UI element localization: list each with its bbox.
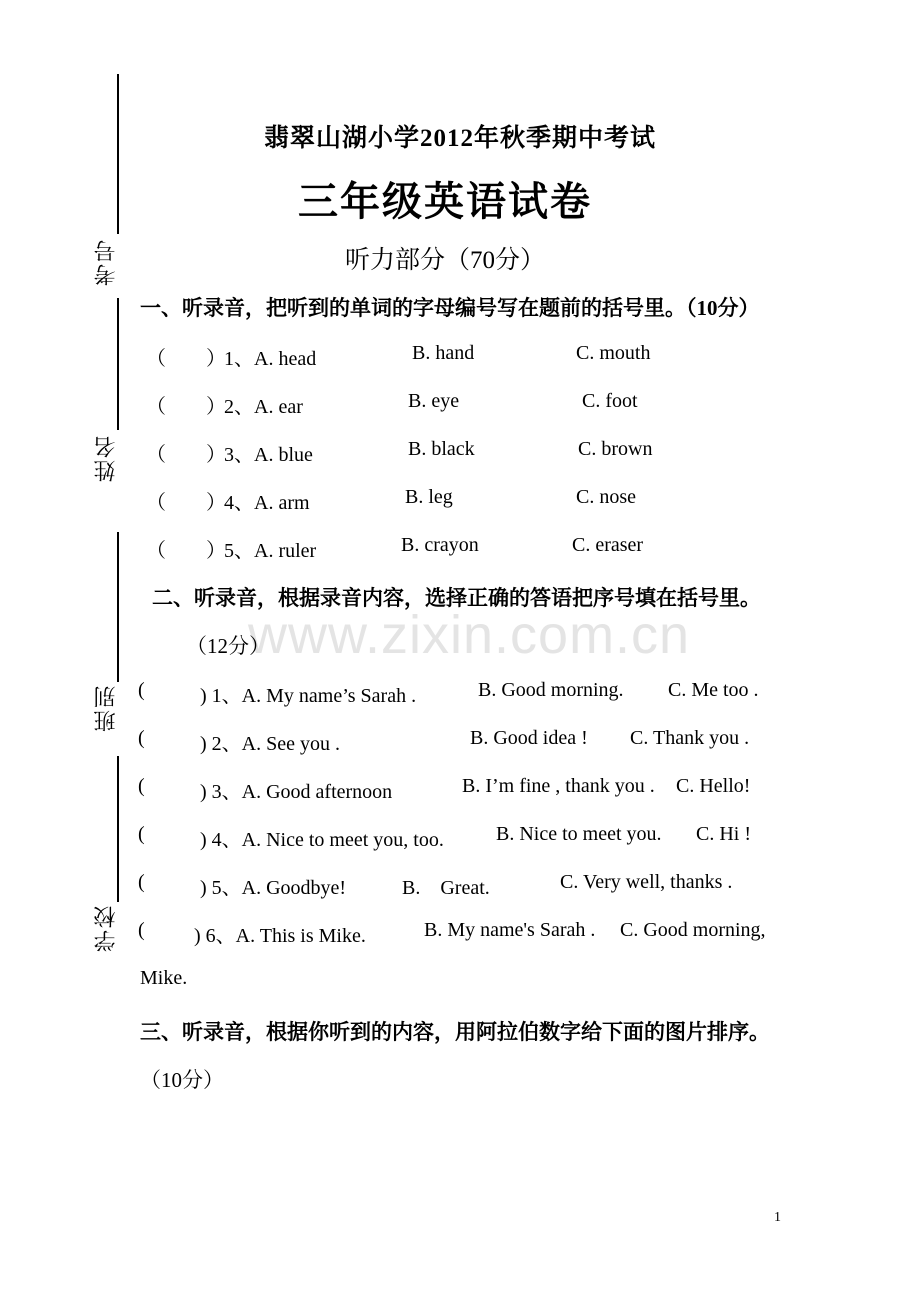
option-a: ) 4、A. Nice to meet you, too.: [200, 829, 444, 851]
wrapped-answer-text: Mike.: [140, 967, 188, 989]
option-c: C. Me too .: [668, 679, 759, 701]
option-b: B. Great.: [402, 877, 490, 899]
answer-bracket[interactable]: （ ）: [146, 444, 226, 466]
option-a: ) 2、A. See you .: [200, 733, 340, 755]
option-a: ) 3、A. Good afternoon: [200, 781, 393, 803]
option-b: B. black: [408, 438, 475, 460]
option-b: B. Good morning.: [478, 679, 624, 701]
exam-no-label: 考号: [93, 238, 118, 286]
section3-points: （10分）: [140, 1068, 224, 1092]
answer-bracket[interactable]: （ ）: [146, 540, 226, 562]
section1-heading: 一、听录音，把听到的单词的字母编号写在题前的括号里。（10分）: [140, 296, 760, 320]
binding-line-name: [117, 298, 119, 430]
option-a: ) 1、A. My name’s Sarah .: [200, 685, 417, 707]
option-c: C. brown: [578, 438, 653, 460]
option-b: B. crayon: [401, 534, 479, 556]
section3-heading: 三、听录音，根据你听到的内容，用阿拉伯数字给下面的图片排序。: [140, 1020, 770, 1044]
option-c: C. foot: [582, 390, 638, 412]
option-c: C. Very well, thanks .: [560, 871, 733, 893]
section2-heading: 二、听录音，根据录音内容，选择正确的答语把序号填在括号里。: [152, 586, 761, 610]
paper-title: 三年级英语试卷: [298, 179, 592, 224]
answer-bracket[interactable]: （ ）: [146, 492, 226, 514]
binding-line-class: [117, 532, 119, 682]
class-label: 班别: [93, 684, 118, 732]
option-c: C. eraser: [572, 534, 644, 556]
option-c: C. nose: [576, 486, 636, 508]
binding-line-school: [117, 756, 119, 902]
school-label: 学校: [93, 904, 118, 952]
option-a: 1、A. head: [224, 348, 317, 370]
answer-bracket[interactable]: （ ）: [146, 348, 226, 370]
name-label: 姓名: [93, 434, 118, 482]
option-c: C. Good morning,: [620, 919, 766, 941]
school-exam-title: 翡翠山湖小学2012年秋季期中考试: [263, 125, 656, 152]
option-c: C. mouth: [576, 342, 651, 364]
option-b: B. eye: [408, 390, 460, 412]
watermark: www.zixin.com.cn: [248, 605, 691, 665]
option-b: B. Good idea !: [470, 727, 588, 749]
option-b: B. Nice to meet you.: [496, 823, 662, 845]
answer-bracket-open[interactable]: (: [138, 919, 145, 941]
answer-bracket[interactable]: （ ）: [146, 396, 226, 418]
option-b: B. leg: [405, 486, 453, 508]
option-a: 3、A. blue: [224, 444, 313, 466]
option-a: ) 5、A. Goodbye!: [200, 877, 347, 899]
option-c: C. Hi !: [696, 823, 751, 845]
option-b: B. I’m fine , thank you .: [462, 775, 655, 797]
option-a: 4、A. arm: [224, 492, 310, 514]
answer-bracket-open[interactable]: (: [138, 871, 145, 893]
answer-bracket-open[interactable]: (: [138, 775, 145, 797]
part-title: 听力部分（70分）: [344, 247, 545, 274]
answer-bracket-open[interactable]: (: [138, 727, 145, 749]
option-b: B. My name's Sarah .: [424, 919, 596, 941]
option-c: C. Thank you .: [630, 727, 750, 749]
answer-bracket-open[interactable]: (: [138, 823, 145, 845]
option-a: ) 6、A. This is Mike.: [194, 925, 366, 947]
option-b: B. hand: [412, 342, 475, 364]
option-a: 2、A. ear: [224, 396, 303, 418]
page-number: 1: [774, 1210, 781, 1225]
answer-bracket-open[interactable]: (: [138, 679, 145, 701]
option-c: C. Hello!: [676, 775, 751, 797]
option-a: 5、A. ruler: [224, 540, 317, 562]
section2-points: （12分）: [186, 634, 270, 658]
